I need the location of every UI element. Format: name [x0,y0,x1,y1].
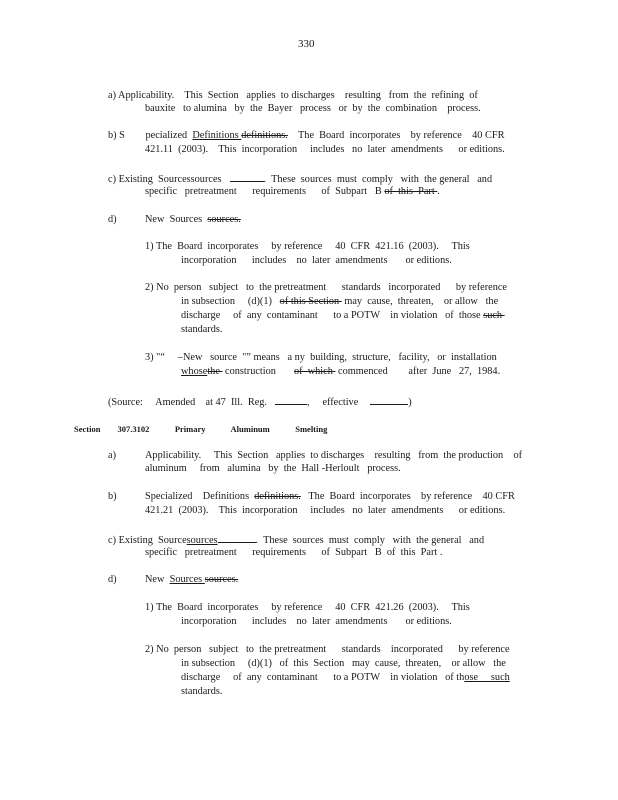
s1-d2-3-deleted: such [483,310,505,321]
s1-d1-line1: 1) The Board incorporates by reference 40 CFR 421.16 (2003). This [145,241,470,252]
s1-b-text: b) S pecialized [108,130,193,141]
s1-d2-line2 [181,296,498,308]
s1-d2-rest: may cause, threaten, or allow the [341,296,499,307]
s1-d2-line3 [181,310,505,322]
s2-d-deleted: sources. [204,574,239,585]
s1-c2-rest: . [437,186,440,197]
s1-c-line1 [108,172,492,186]
s1-d3-rest: commenced after June 27, 1984. [335,366,501,377]
s2-d2-3-inserted: ose [464,672,479,683]
s2-b-rest: The Board incorporates by reference 40 CFR [300,491,515,502]
s2-b-line2: 421.21 (2003). This incorporation includes no later amendments or editions. [145,505,506,516]
s1-d2-line4: standards. [181,324,223,335]
s2-c-text: c) Existing Source [108,535,187,546]
s2-d-label: d) [108,574,117,585]
s2-a-line1: Applicability. This Section applies to discharges resulting from the production of [145,450,523,461]
s2-c-inserted: sources [186,535,218,546]
s1-d-text: New Sources [145,214,208,225]
s1-a-line2: bauxite to alumina by the Bayer process or by the combination process. [145,103,481,114]
s1-d3-deleted-1: the [207,366,223,377]
s2-d2-line4: standards. [181,686,223,697]
s2-b-line1 [145,491,515,503]
s1-b-deleted: definitions. [241,130,288,141]
s2-d-inserted: Sources [169,574,205,585]
s1-b-line1 [108,130,504,142]
s1-d3-inserted: whose [181,366,208,377]
s2-b-deleted: definitions. [254,491,301,502]
s1-d2-text: in subsection (d)(1) [181,296,280,307]
s2-d2-line1: 2) No person subject to the pretreatment standards incorporated by reference [145,644,510,655]
source-effective: , effective [307,397,359,408]
page-number: 330 [298,38,315,50]
s2-d-text: New [145,574,170,585]
s1-c-blank [230,172,264,182]
s2-d2-line3 [181,672,510,684]
source-text: (Source: Amended at 47 Ill. Reg. [108,397,267,408]
s1-d3-text: construction [222,366,294,377]
s1-c2-text: specific pretreatment requirements of Subpart B [145,186,385,197]
s1-b-rest: The Board incorporates by reference 40 CFR [287,130,505,141]
source-note [108,395,412,409]
s1-d2-line1: 2) No person subject to the pretreatment standards incorporated by reference [145,282,507,293]
s2-a-line2: aluminum from alumina by the Hall -Herloult process. [145,463,401,474]
s1-c2-deleted: of this Part [384,186,438,197]
s1-b-inserted: Definitions [192,130,242,141]
s2-d2-3-inserted-2: such [490,672,510,683]
s1-d2-3-text: discharge of any contaminant to a POTW in violation of those [181,310,484,321]
s2-b-label: b) [108,491,117,502]
s1-d-label: d) [108,214,117,225]
section-heading: Section 307.3102 Primary Aluminum Smelting [74,424,328,434]
s1-d3-line2 [181,366,500,378]
s2-b-text: Specialized Definitions [145,491,255,502]
s2-d2-line2: in subsection (d)(1) of this Section may cause, threaten, or allow the [181,658,506,669]
s1-c-rest: . These sources must comply with the general and [263,174,493,185]
s1-d-deleted: sources. [207,214,241,225]
source-blank-2 [370,395,408,405]
s1-d3-deleted-2: of which [293,366,336,377]
s1-d1-line2: incorporation includes no later amendments or editions. [181,255,452,266]
s2-d1-line2: incorporation includes no later amendments or editions. [181,616,452,627]
s1-d2-deleted: of this Section [279,296,342,307]
s2-d1-line1: 1) The Board incorporates by reference 40 CFR 421.26 (2003). This [145,602,470,613]
s2-a-label: a) [108,450,116,461]
s1-b-line2: 421.11 (2003). This incorporation includes no later amendments or editions. [145,144,505,155]
s2-d2-3-text: discharge of any contaminant to a POTW in violation of th [181,672,465,683]
s2-d2-3-space [478,672,491,683]
s2-c-line1 [108,533,484,547]
s1-d3-line1: 3) "“ –New source "” means a ny building, structure, facility, or installation [145,352,497,363]
source-close: ) [408,397,412,408]
s1-c-line2 [145,186,440,198]
source-blank-1 [275,395,307,405]
s2-c-blank [218,533,256,543]
s1-c-text: c) Existing Sourcessources [108,174,222,185]
s2-d-heading [145,574,238,586]
s1-a-line1: a) Applicability. This Section applies to discharges resulting from the refining of [108,90,478,101]
s2-c-line2: specific pretreatment requirements of Subpart B of this Part . [145,547,443,558]
s2-c-rest: . These sources must comply with the general and [255,535,485,546]
s1-d-heading [145,214,241,226]
